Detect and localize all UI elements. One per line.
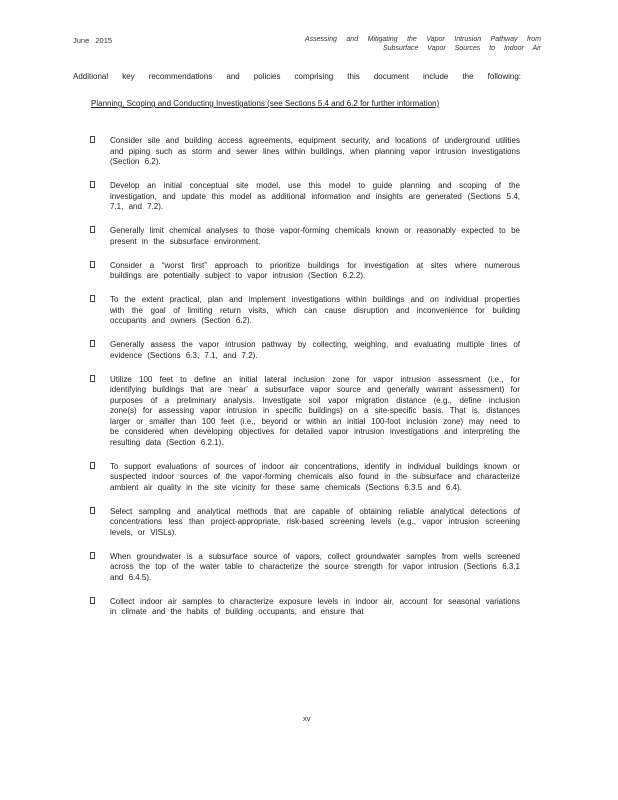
list-item-text: To the extent practical, plan and implement investigations within buildings and on individual properties with the goal of limiting return visits, which can cause disruption and inconvenience for building occupants and owners (Section 6.2). bbox=[110, 295, 520, 325]
list-item bbox=[90, 136, 520, 168]
list-item-text: Develop an initial conceptual site model, use this model to guide planning and scoping of the investigation, and update this model as additional information and insights are generated (Sections 5.4, 7.1, and 7.2). bbox=[110, 181, 520, 211]
list-item-text: Utilize 100 feet to define an initial lateral inclusion zone for vapor intrusion assessment (i.e., for identifying buildings that are ‘near’ a subsurface vapor source and generally warrant assessment) for purposes of a preliminary analysis. Investigate soil vapor migration distance (e.g., define inclusion zone(s) for assessing vapor intrusion in specific buildings) on a site-specific basis. That is, distances larger or smaller than 100 feet (i.e., beyond or within an initial 100-foot inclusion zone) may need to be considered when developing objectives for detailed vapor intrusion investigations and interpreting the resulting data (Section 6.2.1). bbox=[110, 374, 520, 447]
list-item bbox=[90, 552, 520, 584]
list-item-text: Consider site and building access agreements, equipment security, and locations of underground utilities and piping such as storm and sewer lines within buildings, when planning vapor intrusion investigations (Section 6.2). bbox=[110, 136, 520, 166]
bullet-icon bbox=[90, 295, 95, 302]
header-date: June 2015 bbox=[73, 36, 113, 45]
list-item bbox=[90, 295, 520, 327]
intro-paragraph: Additional key recommendations and policies comprising this document include the following: bbox=[73, 72, 521, 81]
header-title-line1: Assessing and Mitigating the Vapor Intrusion Pathway from bbox=[305, 36, 541, 43]
list-item-text: Generally assess the vapor intrusion pathway by collecting, weighing, and evaluating multiple lines of evidence (Sections 6.3, 7.1, and 7.2). bbox=[110, 340, 520, 360]
list-item bbox=[90, 261, 520, 282]
list-item bbox=[90, 597, 520, 618]
header-title bbox=[305, 35, 541, 53]
bullet-icon bbox=[90, 226, 95, 233]
bullet-icon bbox=[90, 507, 95, 514]
section-heading: Planning, Scoping and Conducting Investigations (see Sections 5.4 and 6.2 for further information) bbox=[91, 99, 440, 108]
list-item-text: When groundwater is a subsurface source of vapors, collect groundwater samples from wells screened across the top of the water table to characterize the source strength for vapor intrusion (Sections 6.3.1 and 6.4.5). bbox=[110, 551, 520, 582]
list-item bbox=[90, 462, 520, 494]
list-item-text: Select sampling and analytical methods that are capable of obtaining reliable analytical detections of concentrations less than project-appropriate, risk-based screening levels (e.g., vapor intrusion screening levels, or VISLs). bbox=[110, 506, 520, 537]
header-title-line2: Subsurface Vapor Sources to Indoor Air bbox=[383, 45, 541, 52]
bullet-icon bbox=[90, 181, 95, 188]
list-item bbox=[90, 507, 520, 539]
list-item bbox=[90, 375, 520, 449]
bullet-icon bbox=[90, 261, 95, 268]
bullet-icon bbox=[90, 375, 95, 382]
bullet-icon bbox=[90, 340, 95, 347]
list-item bbox=[90, 181, 520, 213]
bullet-icon bbox=[90, 597, 95, 604]
list-item-text: To support evaluations of sources of indoor air concentrations, identify in individual buildings known or suspected indoor sources of the vapor-forming chemicals also found in the subsurface and characterize ambient air quality in the site vicinity for these same chemicals (Sections 6.3.5 and 6.4). bbox=[110, 461, 520, 492]
list-item bbox=[90, 340, 520, 361]
bullet-icon bbox=[90, 136, 95, 143]
list-item-text: Generally limit chemical analyses to those vapor-forming chemicals known or reasonably expected to be present in the subsurface environment. bbox=[110, 226, 520, 246]
recommendation-list bbox=[90, 136, 520, 631]
list-item-text: Consider a “worst first” approach to prioritize buildings for investigation at sites where numerous buildings are potentially subject to vapor intrusion (Section 6.2.2). bbox=[110, 260, 520, 280]
bullet-icon bbox=[90, 552, 95, 559]
list-item bbox=[90, 226, 520, 247]
bullet-icon bbox=[90, 462, 95, 469]
page-number: xv bbox=[303, 714, 311, 723]
list-item-text: Collect indoor air samples to characterize exposure levels in indoor air, account for seasonal variations in climate and the habits of building occupants, and ensure that bbox=[110, 596, 520, 616]
